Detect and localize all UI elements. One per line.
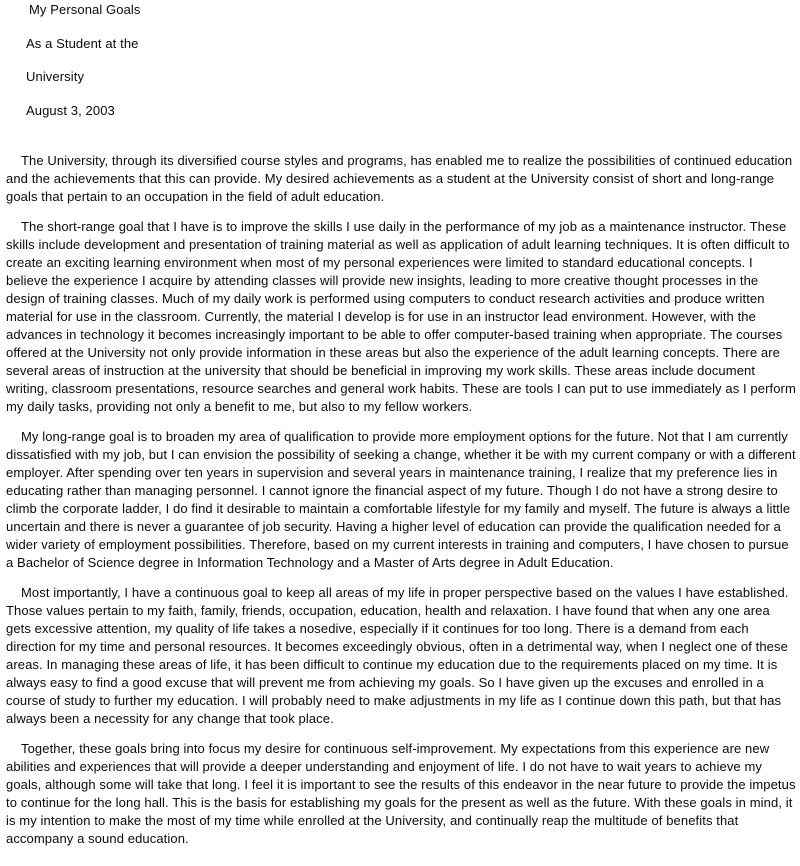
essay-paragraph-short-range-goal: The short-range goal that I have is to improve the skills I use daily in the performance of my job as a maintenance instructor. These skills include development and presentation of training material as well as application of adult learning techniques. It is often difficult to create an exciting learning environment when most of my personal experiences were limited to standard educational concepts. I believe the experience I acquire by attending classes will provide new insights, leading to more creative thought processes in the design of training classes. Much of my daily work is performed using computers to conduct research activities and produce written material for use in the classroom. Currently, the material I develop is for use in an instructor lead environment. However, with the advances in technology it becomes increasingly important to be able to offer computer-based training when appropriate. The courses offered at the University not only provide information in these areas but also the experience of the adult learning concepts. There are several areas of instruction at the university that should be beneficial in improving my work skills. These areas include document writing, classroom presentations, resource searches and general work habits. These are tools I can put to use immediately as I perform my daily tasks, providing not only a benefit to me, but also to my fellow workers.: [6, 218, 796, 414]
document-title: My Personal Goals: [29, 2, 141, 17]
document-date: August 3, 2003: [26, 102, 115, 118]
document-subtitle: As a Student at the: [26, 35, 139, 51]
essay-paragraph-continuous-goal: Most importantly, I have a continuous goal to keep all areas of my life in proper perspective based on the values I have established. Those values pertain to my faith, family, friends, occupation, education, health and relaxation. I have found that when any one area gets excessive attention, my quality of life takes a nosedive, especially if it continues for too long. There is a demand from each direction for my time and personal resources. It becomes exceedingly obvious, often in a detrimental way, when I neglect one of these areas. In managing these areas of life, it has been difficult to continue my education due to the requirements placed on my time. It is always easy to find a good excuse that will prevent me from achieving my goals. So I have given up the excuses and enrolled in a course of study to further my education. I will probably need to make adjustments in my life as I continue down this path, but that has always been a necessity for any change that took place.: [6, 584, 789, 726]
essay-paragraph-intro: The University, through its diversified course styles and programs, has enabled me to realize the possibilities of continued education and the achievements that this can provide. My desired achievements as a student at the University consist of short and long-range goals that pertain to an occupation in the field of adult education.: [6, 152, 793, 204]
essay-paragraph-long-range-goal: My long-range goal is to broaden my area of qualification to provide more employment options for the future. Not that I am currently dissatisfied with my job, but I can envision the possibility of seeking a change, whether it be with my current company or with a different employer. After spending over ten years in supervision and several years in maintenance training, I realize that my preference lies in educating rather than managing personnel. I cannot ignore the financial aspect of my future. Though I do not have a strong desire to climb the corporate ladder, I do find it desirable to maintain a comfortable lifestyle for my family and myself. The future is always a little uncertain and there is never a guarantee of job security. Having a higher level of education can provide the qualification needed for a wider variety of employment possibilities. Therefore, based on my current interests in training and computers, I have chosen to pursue a Bachelor of Science degree in Information Technology and a Master of Arts degree in Adult Education.: [6, 428, 796, 570]
document-institution: University: [26, 69, 85, 84]
essay-paragraph-conclusion: Together, these goals bring into focus my desire for continuous self-improvement. My expectations from this experience are new abilities and experiences that will provide a deeper understanding and enjoyment of life. I do not have to wait years to achieve my goals, although some will take that long. I feel it is important to see the results of this endeavor in the near future to provide the impetus to continue for the long hall. This is the basis for establishing my goals for the present as well as the future. With these goals in mind, it is my intention to make the most of my time while enrolled at the University, and continually reap the multitude of benefits that accompany a sound education.: [6, 740, 796, 846]
